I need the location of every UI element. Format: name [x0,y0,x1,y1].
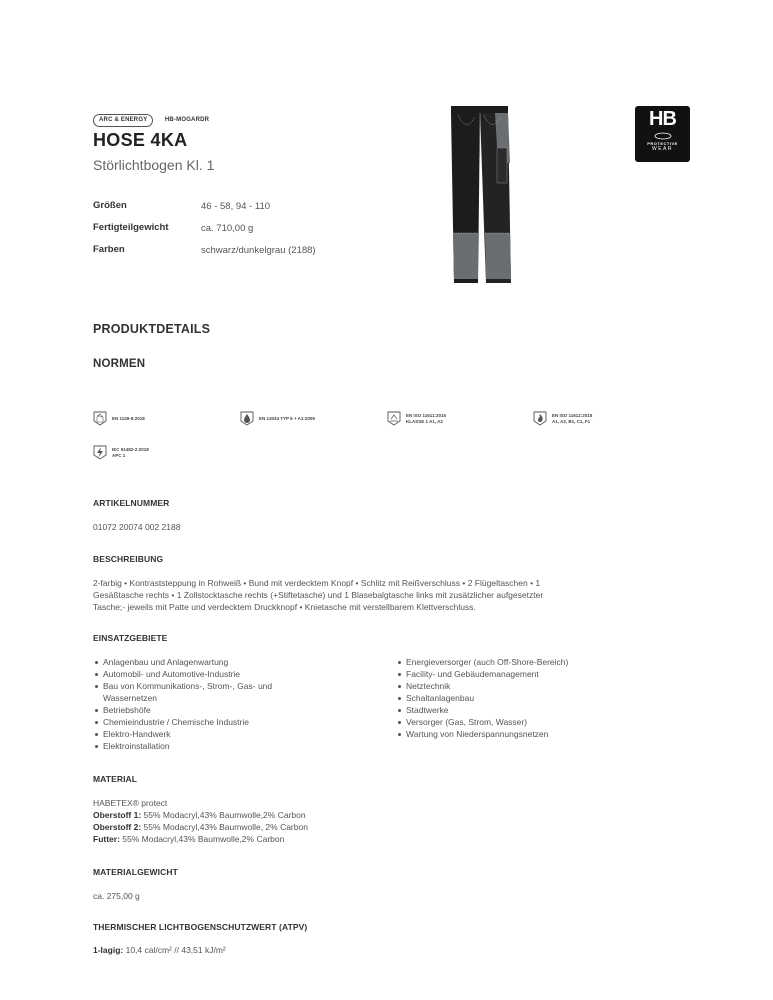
material-weight-heading: MATERIALGEWICHT [93,867,178,877]
spec-value-weight: ca. 710,00 g [201,223,254,234]
section-produktdetails: PRODUKTDETAILS [93,322,211,336]
usage-list-right [396,656,676,740]
list-item: Chemieindustrie / Chemische Industrie [93,716,333,728]
material-row-value: 55% Modacryl,43% Baumwolle,2% Carbon [141,810,306,820]
atpv-label: 1-lagig: [93,945,124,955]
list-item: Versorger (Gas, Strom, Wasser) [396,716,676,728]
norm-item [387,411,446,426]
material-weight-value: ca. 275,00 g [93,891,140,901]
article-code: HB-MOGARDR [164,117,210,123]
spec-label-colors: Farben [93,244,125,255]
list-item: Elektro-Handwerk [93,728,333,740]
logo-line2: WEAR [652,146,673,152]
list-item: Wartung von Niederspannungsnetzen [396,728,676,740]
material-row [93,809,308,821]
usage-heading: EINSATZGEBIETE [93,633,168,643]
category-tag: ARC & ENERGY [93,114,153,127]
material-row-value: 55% Modacryl,43% Baumwolle,2% Carbon [119,834,285,844]
material-row-label: Oberstoff 2: [93,822,142,832]
material-brand: HABETEX® protect [93,798,168,808]
spec-value-colors: schwarz/dunkelgrau (2188) [201,245,316,256]
spec-value-sizes: 46 - 58, 94 - 110 [201,201,271,212]
material-block [93,797,308,845]
usage-list-left [93,656,333,752]
norm-item [240,411,315,426]
article-number-value: 01072 20074 002 2188 [93,522,181,532]
material-row-value: 55% Modacryl,43% Baumwolle, 2% Carbon [141,822,308,832]
norm-line1: EN 13034 TYP 6 + A1:2009 [259,415,315,421]
list-item: Bau von Kommunikations-, Strom-, Gas- und Wassernetzen [93,680,328,704]
article-number-heading: ARTIKELNUMMER [93,498,170,508]
list-item: Netztechnik [396,680,676,692]
list-item: Energieversorger (auch Off-Shore-Bereich) [396,656,676,668]
description-line: Tasche;- jeweils mit Patte und verdecktem Druckknopf • Knietasche mit verstellbarem Klettverschluss. [93,602,476,612]
logo-mark: HB [649,108,676,130]
norm-line1: EN ISO 11612:2015 [552,413,593,418]
norm-line1: EN ISO 11611:2015 [406,413,447,418]
flame-icon [533,411,547,426]
material-row-label: Futter: [93,834,120,844]
spec-label-weight: Fertigteilgewicht [93,222,169,233]
norm-item [533,411,592,426]
norm-item [93,411,145,426]
logo-line1: PROTECTIVE [647,141,678,146]
spec-label-sizes: Größen [93,200,127,211]
atpv-heading: THERMISCHER LICHTBOGENSCHUTZWERT (ATPV) [93,922,308,932]
material-row-label: Oberstoff 1: [93,810,142,820]
logo-swirl-icon [653,131,673,140]
product-title: HOSE 4KA [93,130,188,150]
description-heading: BESCHREIBUNG [93,554,164,564]
list-item: Anlagenbau und Anlagenwartung [93,656,333,668]
norm-line2: A1, A2, B1, C1, F1 [552,418,591,424]
list-item: Elektroinstallation [93,740,333,752]
list-item: Automobil- und Automotive-Industrie [93,668,333,680]
arc-shield-icon [387,411,401,426]
norm-line2: KLASSE 1 A1, A2 [406,418,443,424]
product-subtitle: Störlichtbogen Kl. 1 [93,157,215,173]
description-text [93,577,693,613]
list-item: Facility- und Gebäudemanagement [396,668,676,680]
chemical-drop-icon [240,411,254,426]
norm-item [93,445,149,460]
list-item: Stadtwerke [396,704,676,716]
section-normen: NORMEN [93,358,146,370]
atpv-row [93,944,226,956]
list-item: Schaltanlagenbau [396,692,676,704]
hb-protective-wear-logo [635,106,690,162]
lightning-icon [93,445,107,460]
material-row [93,821,308,833]
list-item: Betriebshöfe [93,704,333,716]
norm-line1: IEC 61482-2:2018 [112,447,149,452]
glove-icon [93,411,107,426]
norm-line2: APC 1 [112,452,126,458]
description-line: 2-farbig • Kontraststeppung in Rohweiß • Bund mit verdecktem Knopf • Schlitz mit Reißverschluss • 2 Flügeltaschen • 1 [93,578,541,588]
norm-line1: EN 1149-5:2018 [112,415,145,421]
material-row [93,833,308,845]
pants-product-image [440,103,520,283]
description-line: Gesäßtasche rechts • 1 Zollstocktasche rechts (+Stiftetasche) und 1 Blasebalgtasche links mit zusätzlicher aufgesetzter [93,590,544,600]
material-heading: MATERIAL [93,774,138,784]
atpv-value: 10,4 cal/cm² // 43,51 kJ/m² [123,945,226,955]
header-tags [93,108,209,127]
